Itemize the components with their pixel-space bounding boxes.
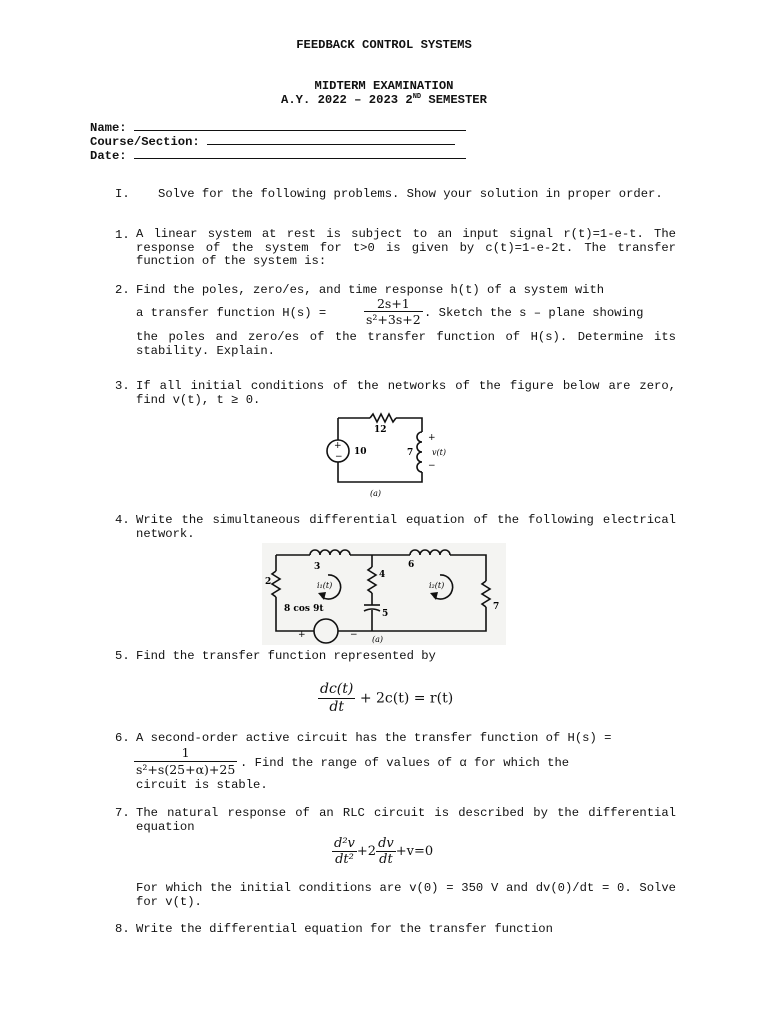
q7-d2-den: dt² bbox=[335, 852, 354, 867]
q7-text-b: For which the initial conditions are v(0) = 350 V and dv(0)/dt = 0. Solve for v(t). bbox=[136, 881, 676, 909]
q5-eq-num: dc(t) bbox=[320, 681, 354, 697]
q4-number: 4. bbox=[115, 513, 130, 527]
fig-a-resistor-label: 12 bbox=[374, 425, 387, 435]
q3-text: If all initial conditions of the networks of the figure below are zero, find v(t), t ≥ 0. bbox=[136, 379, 676, 407]
circuit-figure-a bbox=[318, 410, 448, 502]
fig-a-minus: − bbox=[428, 461, 436, 471]
name-label: Name: bbox=[90, 121, 127, 135]
fig-b-minus: − bbox=[350, 630, 358, 640]
fig-b-plus: + bbox=[298, 630, 306, 640]
fig-b-r-left-label: 2 bbox=[265, 577, 272, 587]
q6-fraction-num: 1 bbox=[134, 745, 237, 762]
fig-b-r-right-label: 7 bbox=[493, 602, 500, 612]
q7-number: 7. bbox=[115, 806, 130, 820]
fig-b-l1-label: 3 bbox=[314, 562, 321, 572]
academic-year-text: A.Y. 2022 – 2023 2 bbox=[281, 93, 413, 108]
q6-text-b: . Find the range of values of α for which the bbox=[240, 756, 570, 770]
fig-b-i2: i₂(t) bbox=[429, 581, 445, 590]
fig-a-source-label: 10 bbox=[354, 447, 367, 457]
q2-fraction-den: s²+3s+2 bbox=[366, 312, 421, 327]
academic-year-sup: ND bbox=[412, 93, 422, 101]
fig-b-l2-label: 6 bbox=[408, 560, 415, 570]
fig-a-caption: (a) bbox=[370, 489, 382, 498]
q3-number: 3. bbox=[115, 379, 130, 393]
q1-text: A linear system at rest is subject to an input signal r(t)=1-e-t. The response of the system for t>0 is given by c(t)=1-e-2t. The transfer function of the system is: bbox=[136, 227, 676, 268]
q2-text-c: . Sketch the s – plane showing bbox=[424, 306, 644, 320]
q2-transfer-fraction bbox=[364, 296, 423, 327]
academic-year-suffix: SEMESTER bbox=[421, 93, 487, 108]
course-title: FEEDBACK CONTROL SYSTEMS bbox=[296, 38, 472, 52]
fig-b-i1: i₁(t) bbox=[317, 581, 333, 590]
part-roman: I. bbox=[115, 187, 130, 201]
q7-text-a: The natural response of an RLC circuit is described by the differential equation bbox=[136, 806, 676, 834]
q6-transfer-fraction bbox=[134, 745, 237, 778]
q5-eq-rest: + 2c(t) = r(t) bbox=[359, 690, 454, 707]
q5-eq-den: dt bbox=[329, 699, 344, 715]
fig-a-v-label: v(t) bbox=[432, 448, 446, 457]
q7-d1-num: dv bbox=[378, 836, 394, 851]
q6-fraction-den: s²+s(25+α)+25 bbox=[136, 762, 236, 777]
fig-b-source-label: 8 cos 9t bbox=[284, 604, 324, 614]
fig-a-plus-src: + bbox=[334, 441, 342, 451]
course-section-blank[interactable] bbox=[207, 134, 455, 145]
q8-number: 8. bbox=[115, 922, 130, 936]
fig-a-plus: + bbox=[428, 433, 436, 443]
q5-equation bbox=[318, 681, 453, 716]
date-label: Date: bbox=[90, 149, 127, 163]
q5-text: Find the transfer function represented by bbox=[136, 649, 436, 663]
q1-number: 1. bbox=[115, 228, 130, 242]
q2-text-a: Find the poles, zero/es, and time response h(t) of a system with bbox=[136, 283, 605, 297]
q7-equation bbox=[332, 836, 433, 867]
q6-text-c: circuit is stable. bbox=[136, 778, 268, 792]
fig-a-minus-src: − bbox=[335, 452, 343, 462]
part-instruction: Solve for the following problems. Show your solution in proper order. bbox=[158, 187, 663, 201]
q4-text: Write the simultaneous differential equation of the following electrical network. bbox=[136, 513, 676, 541]
fig-b-caption: (a) bbox=[372, 635, 384, 644]
q7-mid: +2 bbox=[356, 844, 377, 859]
q2-fraction-num: 2s+1 bbox=[364, 296, 423, 312]
q2-number: 2. bbox=[115, 283, 130, 297]
q6-number: 6. bbox=[115, 731, 130, 745]
q2-text-b: a transfer function H(s) = bbox=[136, 306, 327, 320]
name-field[interactable] bbox=[90, 120, 466, 135]
fig-b-cap-label: 5 bbox=[382, 609, 389, 619]
q5-number: 5. bbox=[115, 649, 130, 663]
date-blank[interactable] bbox=[134, 148, 466, 159]
q6-text-a: A second-order active circuit has the transfer function of H(s) = bbox=[136, 731, 612, 745]
fig-a-inductor-label: 7 bbox=[407, 448, 414, 458]
name-blank[interactable] bbox=[134, 120, 466, 131]
academic-year bbox=[0, 93, 768, 107]
course-section-field[interactable] bbox=[90, 134, 455, 149]
q7-d1-den: dt bbox=[379, 852, 393, 867]
exam-title: MIDTERM EXAMINATION bbox=[314, 79, 454, 93]
course-section-label: Course/Section: bbox=[90, 135, 200, 149]
q7-d2-num: d²v bbox=[334, 836, 355, 851]
q7-tail: +v=0 bbox=[395, 844, 434, 859]
q2-text-d: the poles and zero/es of the transfer function of H(s). Determine its stability. Explain. bbox=[136, 330, 676, 358]
fig-b-r-mid-label: 4 bbox=[379, 570, 386, 580]
circuit-figure-b bbox=[262, 543, 506, 645]
q8-text: Write the differential equation for the transfer function bbox=[136, 922, 553, 936]
date-field[interactable] bbox=[90, 148, 466, 163]
